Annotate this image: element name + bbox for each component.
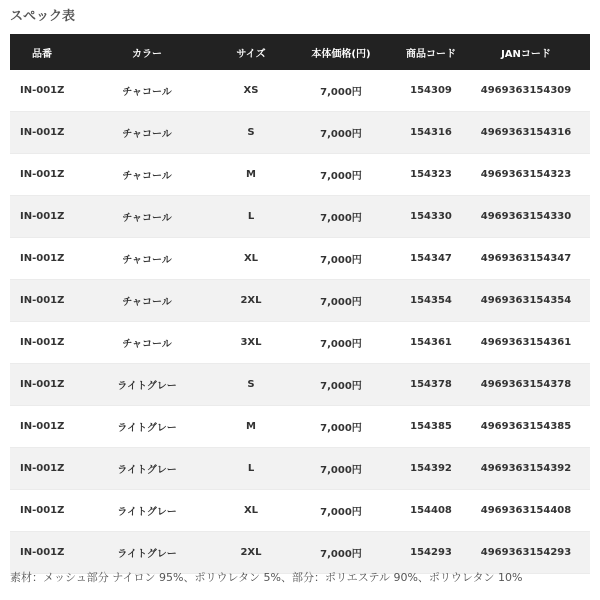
header-color: カラー [74,34,220,70]
cell-jan-code: 4969363154293 [462,532,590,574]
cell-jan-code: 4969363154354 [462,280,590,322]
cell-color: ライトグレー [74,364,220,406]
cell-size: 2XL [220,280,282,322]
cell-size: L [220,196,282,238]
cell-color: ライトグレー [74,490,220,532]
cell-jan-code: 4969363154316 [462,112,590,154]
cell-color: チャコール [74,322,220,364]
cell-price: 7,000円 [282,532,400,574]
table-row [10,154,590,196]
cell-product-code: 154361 [400,322,462,364]
cell-size: M [220,154,282,196]
cell-part-number: IN-001Z [10,490,74,532]
cell-size: 2XL [220,532,282,574]
cell-part-number: IN-001Z [10,154,74,196]
table-row [10,70,590,112]
spec-table [10,34,590,574]
cell-part-number: IN-001Z [10,238,74,280]
cell-jan-code: 4969363154408 [462,490,590,532]
cell-jan-code: 4969363154385 [462,406,590,448]
cell-product-code: 154347 [400,238,462,280]
cell-price: 7,000円 [282,406,400,448]
cell-product-code: 154293 [400,532,462,574]
spec-table-body [10,70,590,574]
cell-price: 7,000円 [282,322,400,364]
cell-part-number: IN-001Z [10,112,74,154]
cell-color: チャコール [74,70,220,112]
spec-table-header-row [10,34,590,70]
header-price: 本体価格(円) [282,34,400,70]
cell-size: XL [220,490,282,532]
cell-part-number: IN-001Z [10,364,74,406]
cell-color: チャコール [74,280,220,322]
table-row [10,238,590,280]
cell-size: 3XL [220,322,282,364]
cell-price: 7,000円 [282,238,400,280]
cell-part-number: IN-001Z [10,448,74,490]
cell-product-code: 154309 [400,70,462,112]
cell-product-code: 154354 [400,280,462,322]
cell-size: L [220,448,282,490]
header-size: サイズ [220,34,282,70]
table-row [10,406,590,448]
cell-jan-code: 4969363154309 [462,70,590,112]
cell-price: 7,000円 [282,154,400,196]
cell-product-code: 154392 [400,448,462,490]
cell-price: 7,000円 [282,196,400,238]
cell-jan-code: 4969363154392 [462,448,590,490]
cell-part-number: IN-001Z [10,280,74,322]
material-note: 素材：メッシュ部分 ナイロン 95%、ポリウレタン 5%、部分：ポリエステル 90%、ポリウレタン 10% [10,571,523,584]
cell-color: チャコール [74,196,220,238]
cell-product-code: 154330 [400,196,462,238]
cell-jan-code: 4969363154378 [462,364,590,406]
cell-price: 7,000円 [282,112,400,154]
cell-product-code: 154316 [400,112,462,154]
cell-size: S [220,364,282,406]
cell-price: 7,000円 [282,448,400,490]
cell-size: M [220,406,282,448]
cell-color: ライトグレー [74,448,220,490]
table-row [10,490,590,532]
cell-price: 7,000円 [282,364,400,406]
cell-jan-code: 4969363154361 [462,322,590,364]
cell-price: 7,000円 [282,490,400,532]
cell-size: S [220,112,282,154]
cell-color: チャコール [74,154,220,196]
header-part-number: 品番 [10,34,74,70]
header-jan-code: JANコード [462,34,590,70]
cell-part-number: IN-001Z [10,532,74,574]
cell-part-number: IN-001Z [10,196,74,238]
cell-jan-code: 4969363154323 [462,154,590,196]
cell-part-number: IN-001Z [10,406,74,448]
cell-size: XS [220,70,282,112]
cell-color: チャコール [74,238,220,280]
cell-color: チャコール [74,112,220,154]
table-row [10,196,590,238]
cell-size: XL [220,238,282,280]
cell-product-code: 154385 [400,406,462,448]
cell-product-code: 154323 [400,154,462,196]
cell-product-code: 154378 [400,364,462,406]
table-row [10,532,590,574]
table-row [10,322,590,364]
table-row [10,280,590,322]
table-row [10,112,590,154]
table-row [10,364,590,406]
cell-color: ライトグレー [74,406,220,448]
cell-jan-code: 4969363154330 [462,196,590,238]
cell-part-number: IN-001Z [10,70,74,112]
cell-jan-code: 4969363154347 [462,238,590,280]
cell-part-number: IN-001Z [10,322,74,364]
header-product-code: 商品コード [400,34,462,70]
cell-color: ライトグレー [74,532,220,574]
cell-price: 7,000円 [282,280,400,322]
cell-price: 7,000円 [282,70,400,112]
cell-product-code: 154408 [400,490,462,532]
section-title: スペック表 [10,9,76,24]
table-row [10,448,590,490]
